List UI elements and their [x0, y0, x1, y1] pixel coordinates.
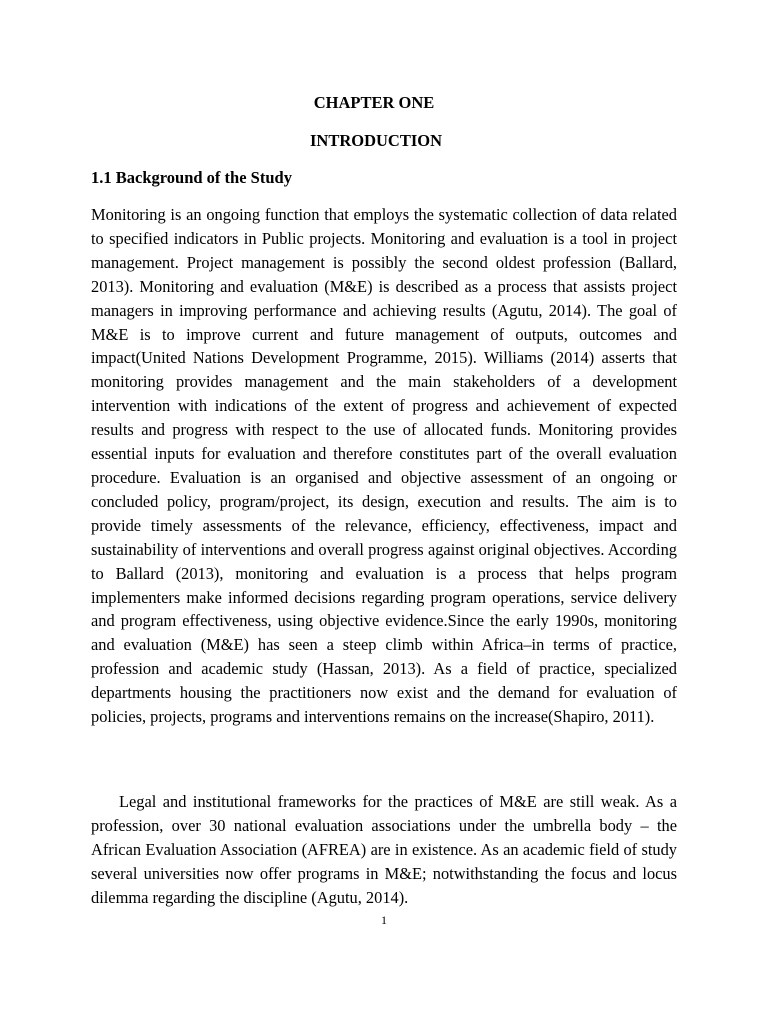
chapter-title: CHAPTER ONE: [313, 93, 435, 112]
body-paragraph: Legal and institutional frameworks for the practices of M&E are still weak. As a profession, over 30 national evaluation associations under the umbrella body – the African Evaluation Association (AFREA) are in existence. As an academic field of study several universities now offer programs in M&E; notwithstanding the focus and locus dilemma regarding the discipline (Agutu, 2014).: [91, 792, 677, 907]
page-number: 1: [381, 913, 387, 927]
body-paragraph: Monitoring is an ongoing function that employs the systematic collection of data related to specified indicators in Public projects. Monitoring and evaluation is a tool in project management. Project management is possibly the second oldest profession (Ballard, 2013). Monitoring and evaluation (M&E) is described as a process that assists project managers in improving performance and achieving results (Agutu, 2014). The goal of M&E is to improve current and future management of outputs, outcomes and impact(United Nations Development Programme, 2015). Williams (2014) asserts that monitoring provides management and the main stakeholders of a development intervention with indications of the extent of progress and achievement of expected results and progress with respect to the use of allocated funds. Monitoring provides essential inputs for evaluation and therefore constitutes part of the overall evaluation procedure. Evaluation is an organised and objective assessment of an ongoing or concluded policy, program/project, its design, execution and results. The aim is to provide timely assessments of the relevance, efficiency, effectiveness, impact and sustainability of interventions and overall progress against original objectives. According to Ballard (2013), monitoring and evaluation is a process that helps program implementers make informed decisions regarding program operations, service delivery and program effectiveness, using objective evidence.Since the early 1990s, monitoring and evaluation (M&E) has seen a steep climb within Africa–in terms of practice, profession and academic study (Hassan, 2013). As a field of practice, specialized departments housing the practitioners now exist and the demand for evaluation of policies, projects, programs and interventions remains on the increase(Shapiro, 2011).: [91, 205, 677, 727]
chapter-subtitle: INTRODUCTION: [309, 131, 443, 150]
section-heading: 1.1 Background of the Study: [91, 168, 292, 187]
